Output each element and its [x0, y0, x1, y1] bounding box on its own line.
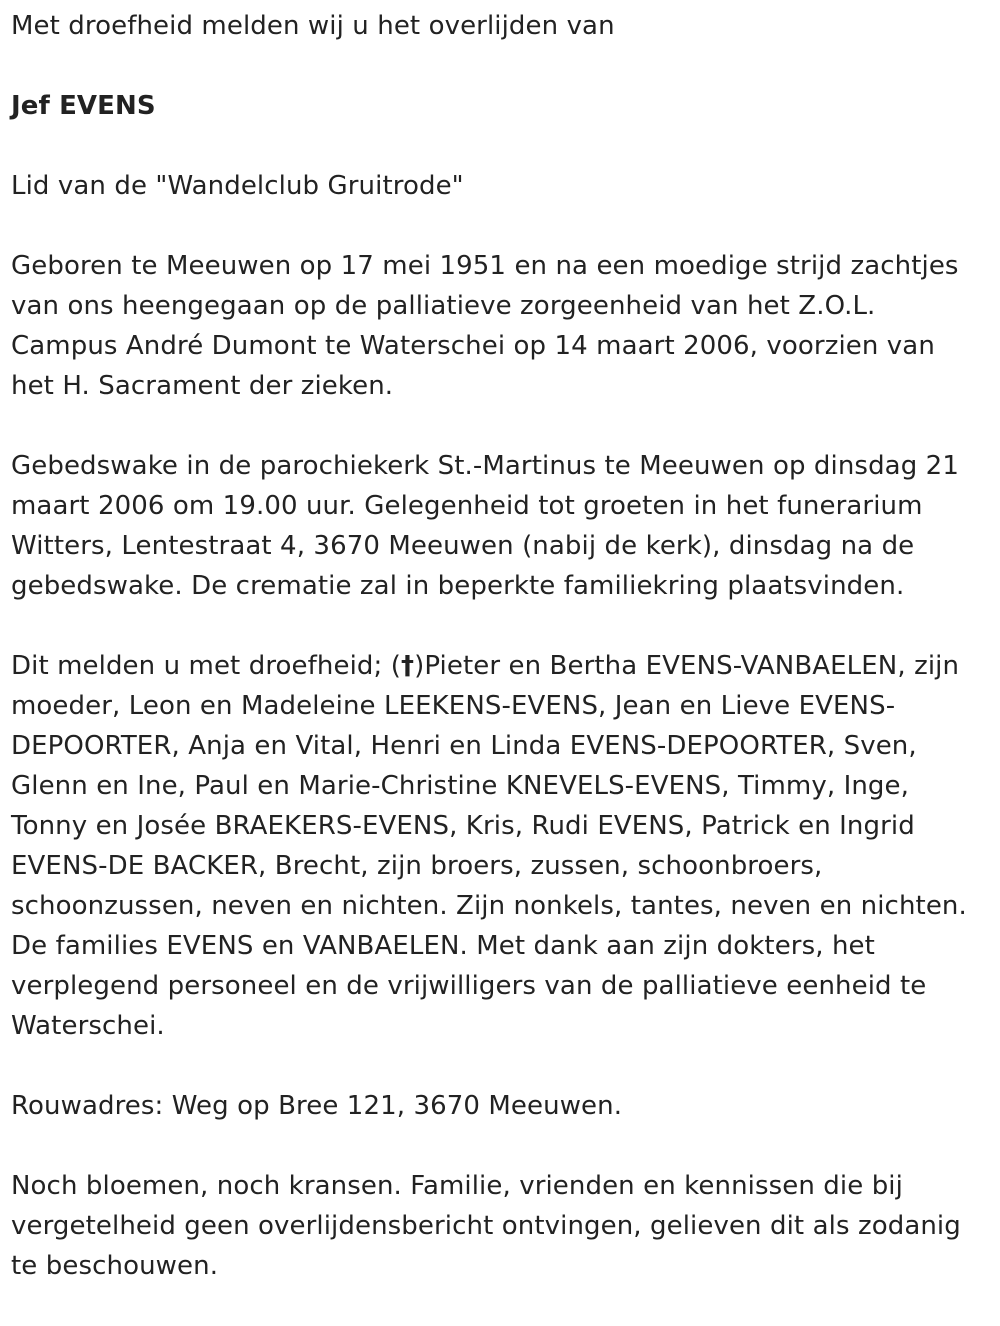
membership-text: Lid van de "Wandelclub Gruitrode"	[11, 171, 464, 201]
address-paragraph	[11, 1086, 991, 1126]
closing-line: vergetelheid geen overlijdensbericht ontvingen, gelieven dit als zodanig	[11, 1211, 961, 1241]
family-line: De families EVENS en VANBAELEN. Met dank aan zijn dokters, het	[11, 931, 875, 961]
intro-text: Met droefheid melden wij u het overlijden van	[11, 11, 615, 41]
family-line: moeder, Leon en Madeleine LEEKENS-EVENS, Jean en Lieve EVENS-	[11, 691, 896, 721]
wake-line: Gebedswake in de parochiekerk St.-Martinus te Meeuwen op dinsdag 21	[11, 451, 959, 481]
deceased-name: Jef EVENS	[11, 91, 156, 121]
family-line: Tonny en Josée BRAEKERS-EVENS, Kris, Rudi EVENS, Patrick en Ingrid	[11, 811, 915, 841]
birth-line: het H. Sacrament der zieken.	[11, 371, 394, 401]
birth-line: Geboren te Meeuwen op 17 mei 1951 en na een moedige strijd zachtjes	[11, 251, 959, 281]
birth-line: van ons heengegaan op de palliatieve zorgeenheid van het Z.O.L.	[11, 291, 876, 321]
membership-paragraph	[11, 166, 991, 206]
wake-line: gebedswake. De crematie zal in beperkte familiekring plaatsvinden.	[11, 571, 905, 601]
name-paragraph	[11, 86, 991, 126]
family-line: DEPOORTER, Anja en Vital, Henri en Linda EVENS-DEPOORTER, Sven,	[11, 731, 917, 761]
family-suffix: )Pieter en Bertha EVENS-VANBAELEN, zijn	[414, 651, 960, 681]
family-line: verplegend personeel en de vrijwilligers van de palliatieve eenheid te	[11, 971, 927, 1001]
mourning-address: Rouwadres: Weg op Bree 121, 3670 Meeuwen.	[11, 1091, 623, 1121]
family-paragraph	[11, 646, 991, 1046]
birth-line: Campus André Dumont te Waterschei op 14 maart 2006, voorzien van	[11, 331, 935, 361]
birth-paragraph	[11, 246, 991, 406]
closing-paragraph	[11, 1166, 991, 1286]
family-line: Glenn en Ine, Paul en Marie-Christine KNEVELS-EVENS, Timmy, Inge,	[11, 771, 909, 801]
family-prefix: Dit melden u met droefheid; (	[11, 651, 401, 681]
wake-line: maart 2006 om 19.00 uur. Gelegenheid tot groeten in het funerarium	[11, 491, 923, 521]
closing-line: te beschouwen.	[11, 1251, 219, 1281]
family-line: EVENS-DE BACKER, Brecht, zijn broers, zussen, schoonbroers,	[11, 851, 823, 881]
wake-paragraph	[11, 446, 991, 606]
wake-line: Witters, Lentestraat 4, 3670 Meeuwen (nabij de kerk), dinsdag na de	[11, 531, 915, 561]
obituary-document	[11, 6, 991, 1326]
closing-line: Noch bloemen, noch kransen. Familie, vrienden en kennissen die bij	[11, 1171, 903, 1201]
family-line: schoonzussen, neven en nichten. Zijn nonkels, tantes, neven en nichten.	[11, 891, 967, 921]
family-line: Waterschei.	[11, 1011, 165, 1041]
family-first-line	[11, 646, 991, 686]
cross-icon: †	[400, 651, 415, 681]
intro-paragraph	[11, 6, 991, 46]
